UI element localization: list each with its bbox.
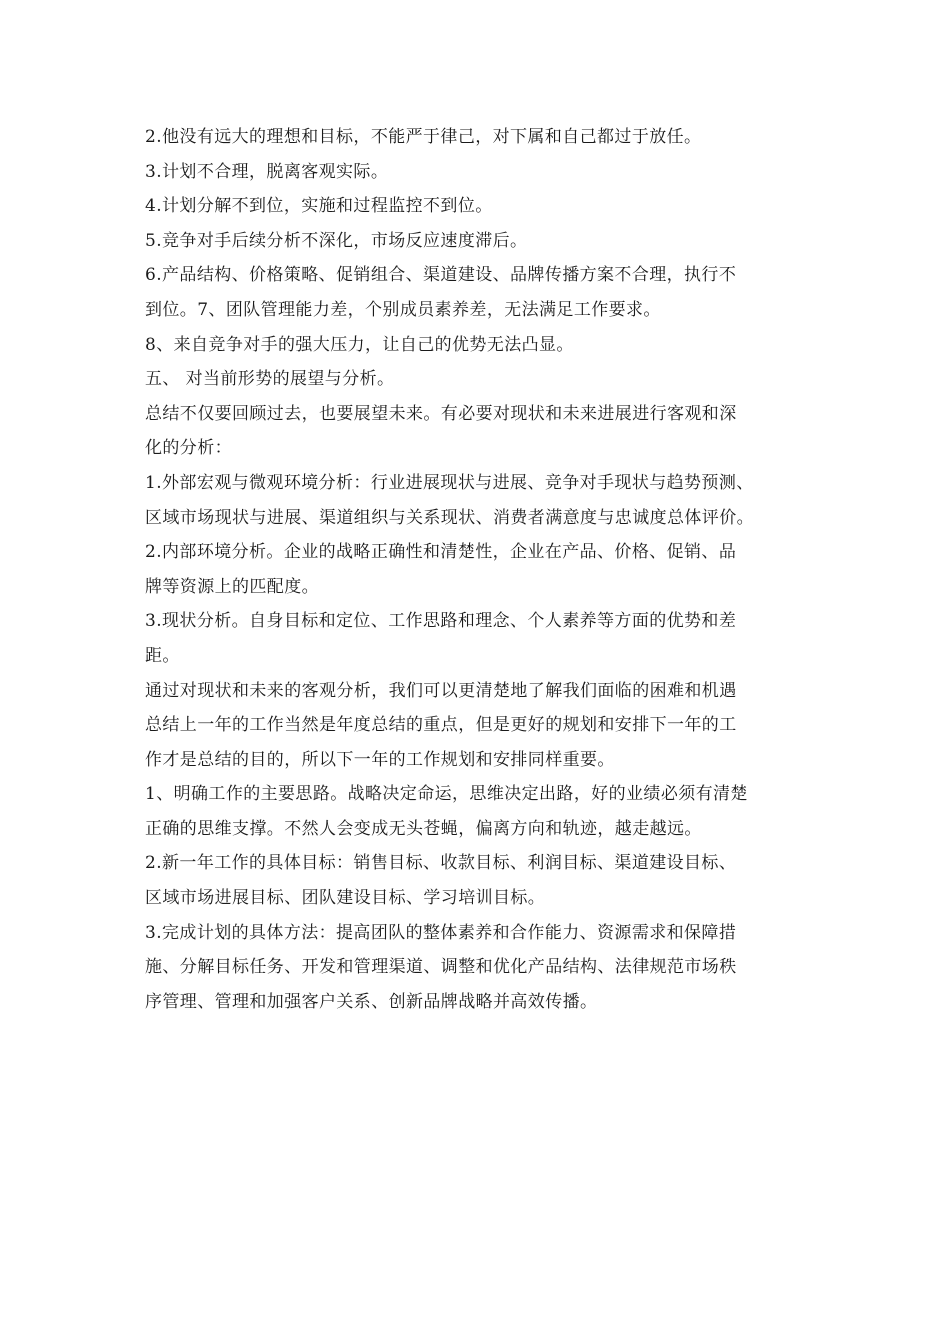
text-line: 3.现状分析。自身目标和定位、工作思路和理念、个人素养等方面的优势和差 [145, 611, 737, 632]
text-line: 1、明确工作的主要思路。战略决定命运，思维决定出路，好的业绩必须有清楚 [145, 784, 748, 805]
text-line: 3.完成计划的具体方法：提高团队的整体素养和合作能力、资源需求和保障措 [145, 922, 737, 943]
section-heading: 五、 对当前形势的展望与分析。 [145, 369, 395, 390]
text-line: 总结上一年的工作当然是年度总结的重点，但是更好的规划和安排下一年的工 [145, 715, 737, 736]
text-line: 2.他没有远大的理想和目标，不能严于律己，对下属和自己都过于放任。 [145, 127, 702, 147]
text-line: 通过对现状和未来的客观分析，我们可以更清楚地了解我们面临的困难和机遇 [145, 680, 737, 701]
text-line: 总结不仅要回顾过去，也要展望未来。有必要对现状和未来进展进行客观和深 [145, 403, 737, 424]
text-line: 化的分析： [145, 438, 232, 459]
text-line: 距。 [145, 645, 180, 666]
text-line: 区域市场现状与进展、渠道组织与关系现状、消费者满意度与忠诚度总体评价。 [145, 507, 754, 528]
text-line: 5.竞争对手后续分析不深化，市场反应速度滞后。 [145, 230, 528, 251]
text-line: 6.产品结构、价格策略、促销组合、渠道建设、品牌传播方案不合理，执行不 [145, 265, 737, 286]
document-body [145, 120, 815, 1019]
text-line: 序管理、管理和加强客户关系、创新品牌战略并高效传播。 [145, 991, 598, 1012]
text-line: 8、来自竞争对手的强大压力，让自己的优势无法凸显。 [145, 334, 574, 355]
text-line: 施、分解目标任务、开发和管理渠道、调整和优化产品结构、法律规范市场秩 [145, 957, 737, 978]
text-line: 3.计划不合理，脱离客观实际。 [145, 161, 389, 182]
text-line: 正确的思维支撑。不然人会变成无头苍蝇，偏离方向和轨迹，越走越远。 [145, 818, 702, 839]
text-line: 2.内部环境分析。企业的战略正确性和清楚性，企业在产品、价格、促销、品 [145, 542, 737, 563]
text-line: 2.新一年工作的具体目标：销售目标、收款目标、利润目标、渠道建设目标、 [145, 853, 737, 874]
text-line: 牌等资源上的匹配度。 [145, 576, 319, 597]
text-line: 作才是总结的目的，所以下一年的工作规划和安排同样重要。 [145, 749, 615, 770]
text-line: 到位。7、团队管理能力差，个别成员素养差，无法满足工作要求。 [145, 299, 661, 320]
text-line: 4.计划分解不到位，实施和过程监控不到位。 [145, 196, 493, 217]
text-line: 区域市场进展目标、团队建设目标、学习培训目标。 [145, 888, 546, 909]
text-line: 1.外部宏观与微观环境分析：行业进展现状与进展、竞争对手现状与趋势预测、 [145, 472, 754, 493]
